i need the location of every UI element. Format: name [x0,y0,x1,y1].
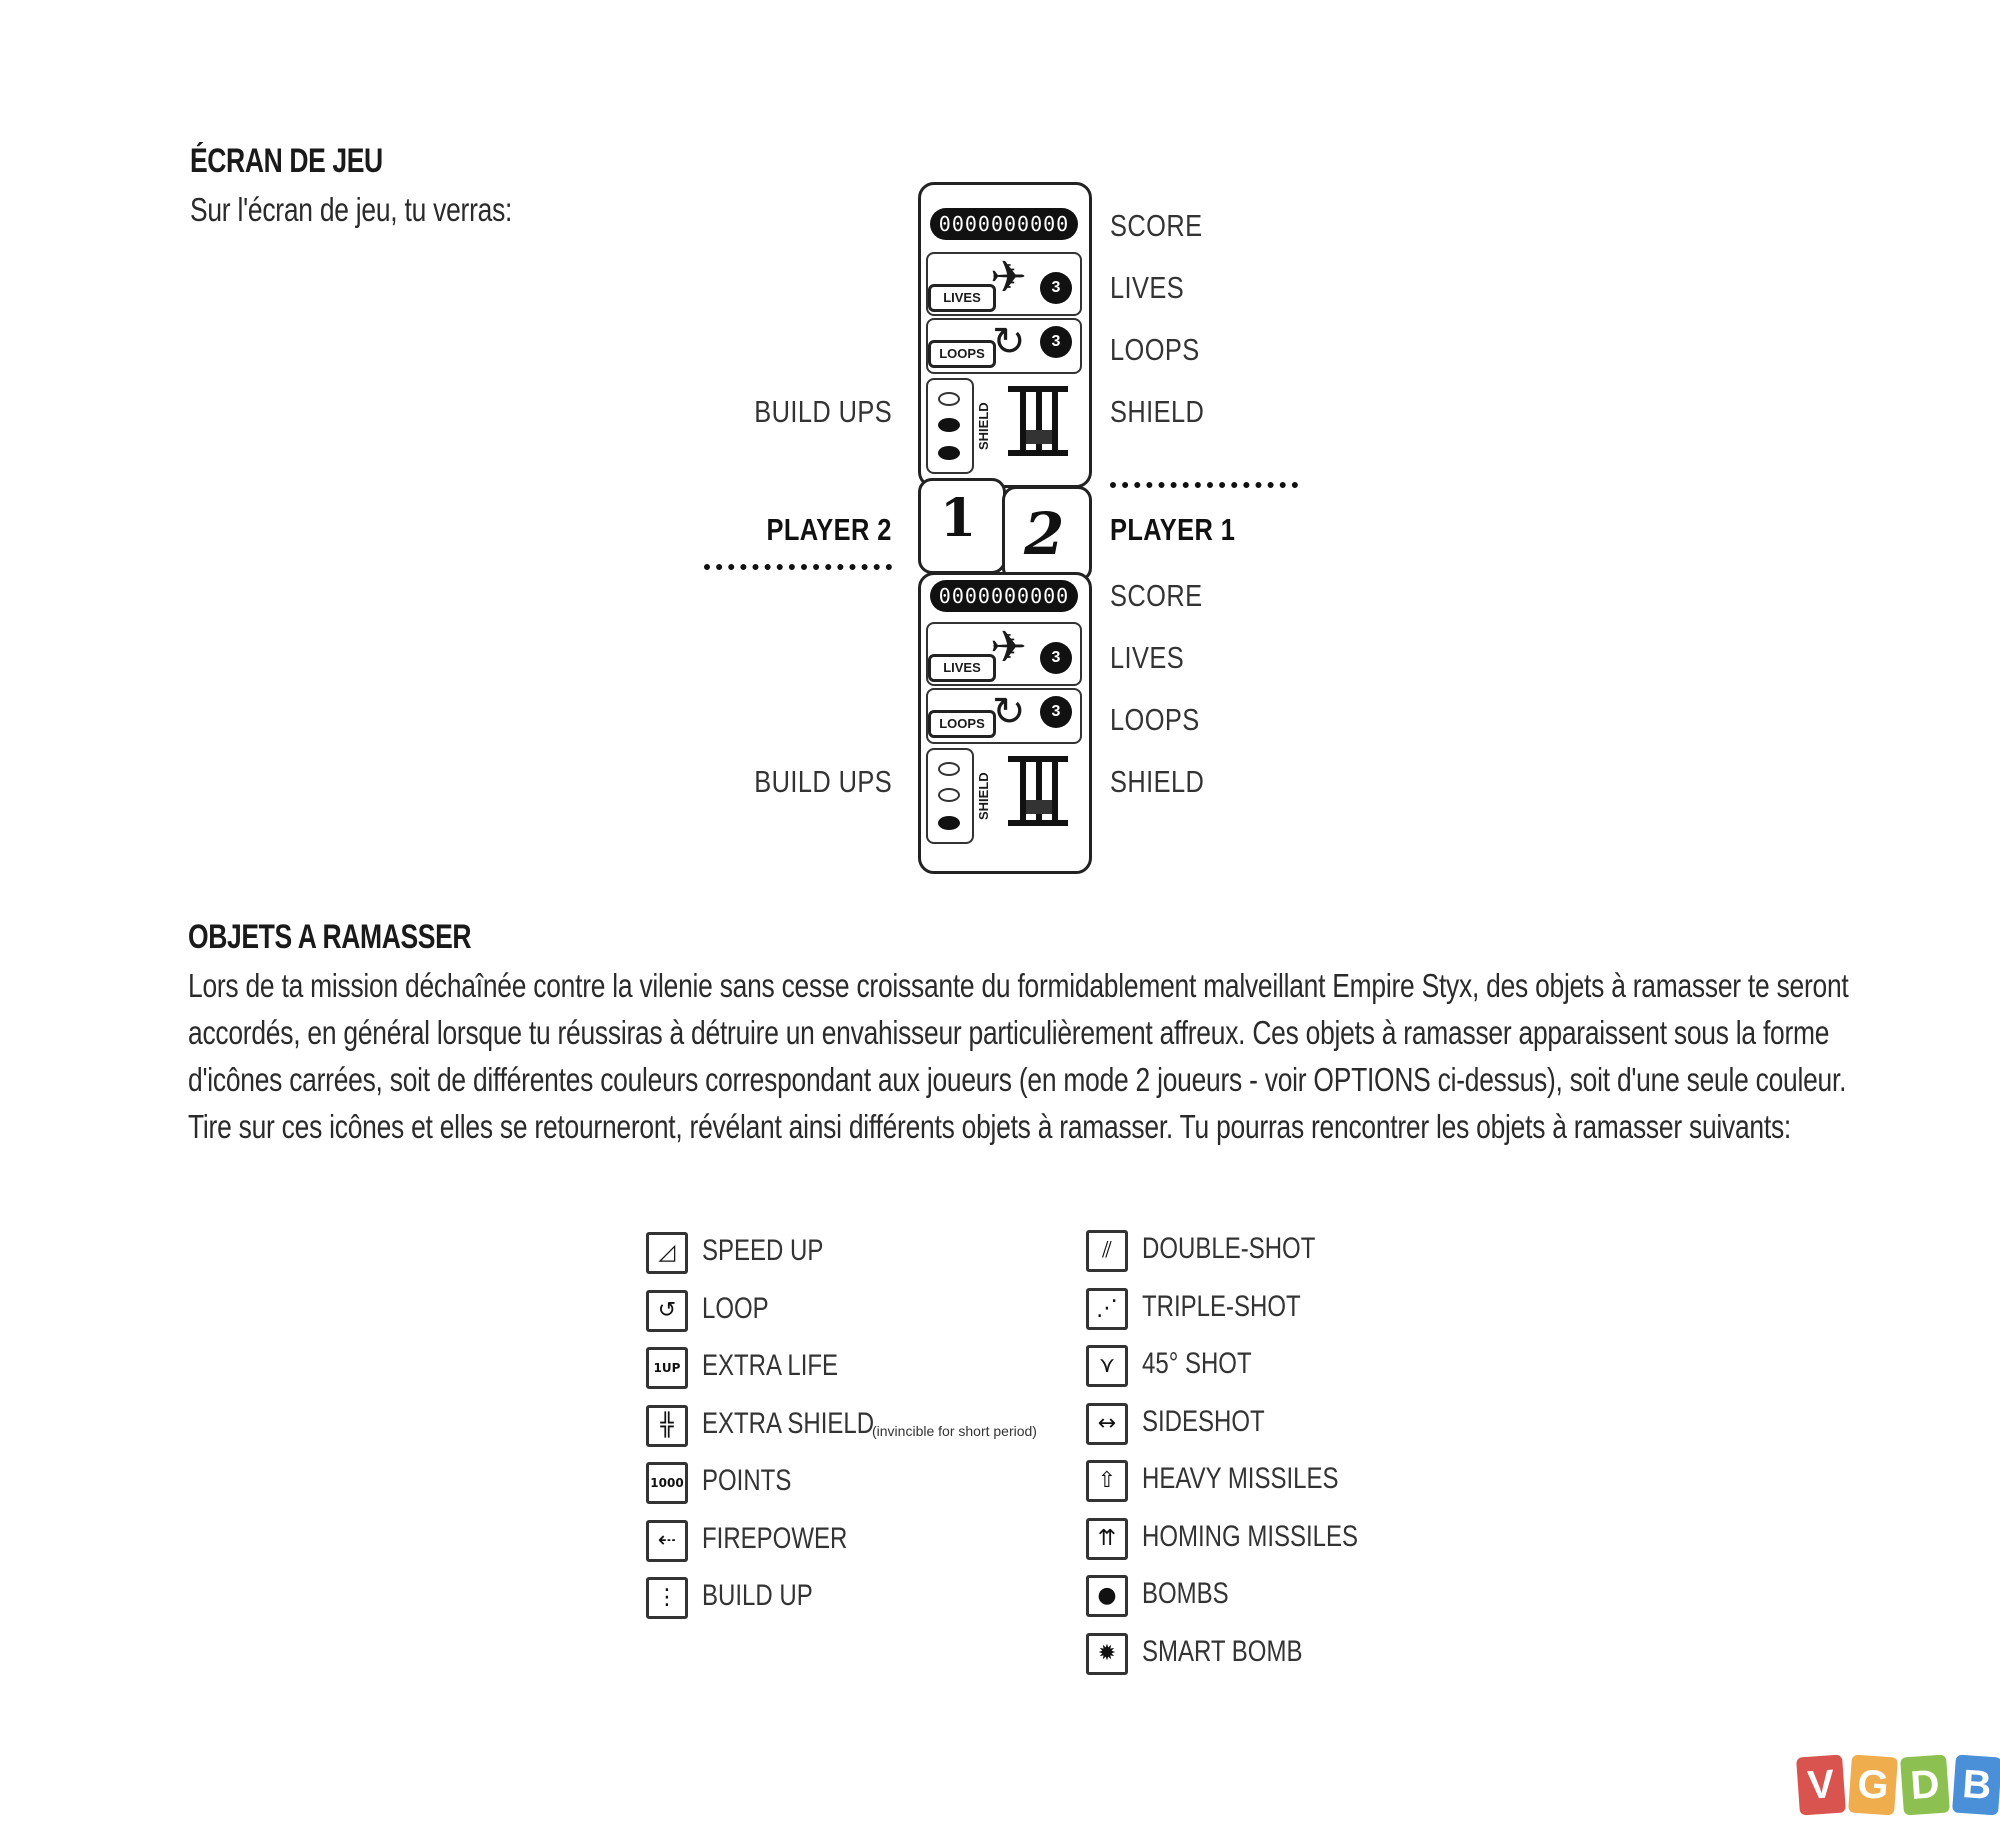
pickup-label: 45° SHOT [1142,1347,1252,1380]
screen-intro: Sur l'écran de jeu, tu verras: [190,191,513,228]
loops-tag: LOOPS [928,340,996,368]
pickup-item [646,1462,1086,1508]
pickups-heading: OBJETS A RAMASSER [188,918,472,956]
triple-shot-icon: ⋰ [1086,1288,1128,1330]
score-display: 0000000000 [930,580,1078,612]
pickup-label: LOOP [702,1291,769,1325]
label-player-1: PLAYER 1 [1110,512,1236,547]
player1-divider [1110,482,1298,488]
build-up-empty-icon [938,392,960,406]
pickup-label: POINTS [702,1464,792,1497]
pickups-paragraph: Lors de ta mission déchaînée contre la vilenie sans cesse croissante du formidablement malveillant Empire Styx, des objets à ramasser te seront accordés, en général lorsque tu réussiras à détruire un envahisseur particulièrement affreux. Ces objets à ramasser apparaissent sous la forme d'icônes carrées, soit de différentes couleurs correspondant aux joueurs (en mode 2 joueurs - voir OPTIONS ci-dessus), soit d'une seule couleur. Tire sur ces icônes et elles se retourneront, révélant ainsi différents objets à ramasser. Tu pourras rencontrer les objets à ramasser suivants: [188,967,1849,1145]
vgdb-letter: V [1796,1754,1846,1815]
vgdb-watermark-logo [1798,1756,2000,1814]
lives-tag: LIVES [928,284,996,312]
speed-up-icon: ◿ [646,1232,688,1274]
pickup-label: SIDESHOT [1142,1404,1265,1438]
player-two-number: 2 [1024,500,1065,568]
label-shield: SHIELD [1110,394,1205,429]
loop-icon: ↻ [992,320,1026,364]
vgdb-letter: G [1848,1754,1898,1815]
45-shot-icon: ⋎ [1086,1345,1128,1387]
pickup-label: SMART BOMB [1142,1634,1303,1668]
plane-icon: ✈ [990,623,1027,672]
label-build-ups: BUILD UPS [754,394,892,429]
pickup-label: BUILD UP [702,1579,813,1612]
lives-tag: LIVES [928,654,996,682]
double-shot-icon: ⫽ [1086,1230,1128,1272]
extra-shield-icon: ╬ [646,1405,688,1447]
plane-icon: ✈ [990,253,1027,302]
heavy-missiles-icon: ⇧ [1086,1460,1128,1502]
label-score: SCORE [1110,578,1203,613]
build-up-empty-icon [938,762,960,776]
label-score: SCORE [1110,208,1203,243]
pickup-item [1086,1518,1526,1564]
homing-missiles-icon: ⇈ [1086,1518,1128,1560]
shield-tag: SHIELD [976,772,991,820]
build-up-filled-icon [938,816,960,830]
pickup-item [1086,1403,1526,1449]
pickup-item [1086,1288,1526,1334]
label-lives: LIVES [1110,270,1185,305]
pickup-label: TRIPLE-SHOT [1142,1289,1301,1323]
pickup-item [646,1347,1086,1393]
pickup-item [646,1290,1086,1336]
loops-count-badge: 3 [1040,696,1072,728]
screen-heading: ÉCRAN DE JEU [190,142,383,180]
pickup-item [1086,1345,1526,1391]
pickup-label: HEAVY MISSILES [1142,1462,1339,1495]
score-display: 0000000000 [930,208,1078,240]
bombs-icon: ● [1086,1575,1128,1617]
pickup-item [646,1232,1086,1278]
label-loops: LOOPS [1110,332,1200,367]
pickup-item [646,1520,1086,1566]
player2-divider [704,564,892,570]
pickup-label: DOUBLE-SHOT [1142,1232,1316,1265]
build-up-filled-icon [938,418,960,432]
extra-life-icon: 1UP [646,1347,688,1389]
lives-count-badge: 3 [1040,272,1072,304]
vgdb-letter: B [1952,1754,2000,1815]
build-up-icon: ⋮ [646,1577,688,1619]
lives-count-badge: 3 [1040,642,1072,674]
pickup-label: BOMBS [1142,1577,1229,1610]
loops-count-badge: 3 [1040,326,1072,358]
pickup-item [1086,1633,1526,1679]
loop-icon: ↺ [646,1290,688,1332]
pickup-item [1086,1230,1526,1276]
build-up-empty-icon [938,788,960,802]
shield-gauge-icon [1006,752,1070,830]
label-lives: LIVES [1110,640,1185,675]
label-shield: SHIELD [1110,764,1205,799]
loop-icon: ↻ [992,690,1026,734]
pickup-item [1086,1575,1526,1621]
hud-diagram [0,0,2000,900]
shield-gauge-icon [1006,382,1070,460]
pickup-label: EXTRA SHIELD [702,1406,875,1440]
pickup-item [646,1577,1086,1623]
player-one-number: 1 [940,488,977,549]
pickup-note: (invincible for short period) [872,1422,1037,1439]
build-up-filled-icon [938,446,960,460]
pickup-item [646,1405,1086,1451]
smart-bomb-icon: ✹ [1086,1633,1128,1675]
firepower-icon: ⇠ [646,1520,688,1562]
points-icon: 1000 [646,1462,688,1504]
pickup-item [1086,1460,1526,1506]
label-player-2: PLAYER 2 [766,512,892,547]
label-build-ups: BUILD UPS [754,764,892,799]
vgdb-letter: D [1900,1754,1950,1815]
pickup-label: SPEED UP [702,1234,824,1267]
pickup-label: EXTRA LIFE [702,1349,839,1382]
sideshot-icon: ↔ [1086,1403,1128,1445]
shield-tag: SHIELD [976,402,991,450]
pickup-label: FIREPOWER [702,1521,848,1555]
label-loops: LOOPS [1110,702,1200,737]
loops-tag: LOOPS [928,710,996,738]
pickup-label: HOMING MISSILES [1142,1519,1359,1553]
